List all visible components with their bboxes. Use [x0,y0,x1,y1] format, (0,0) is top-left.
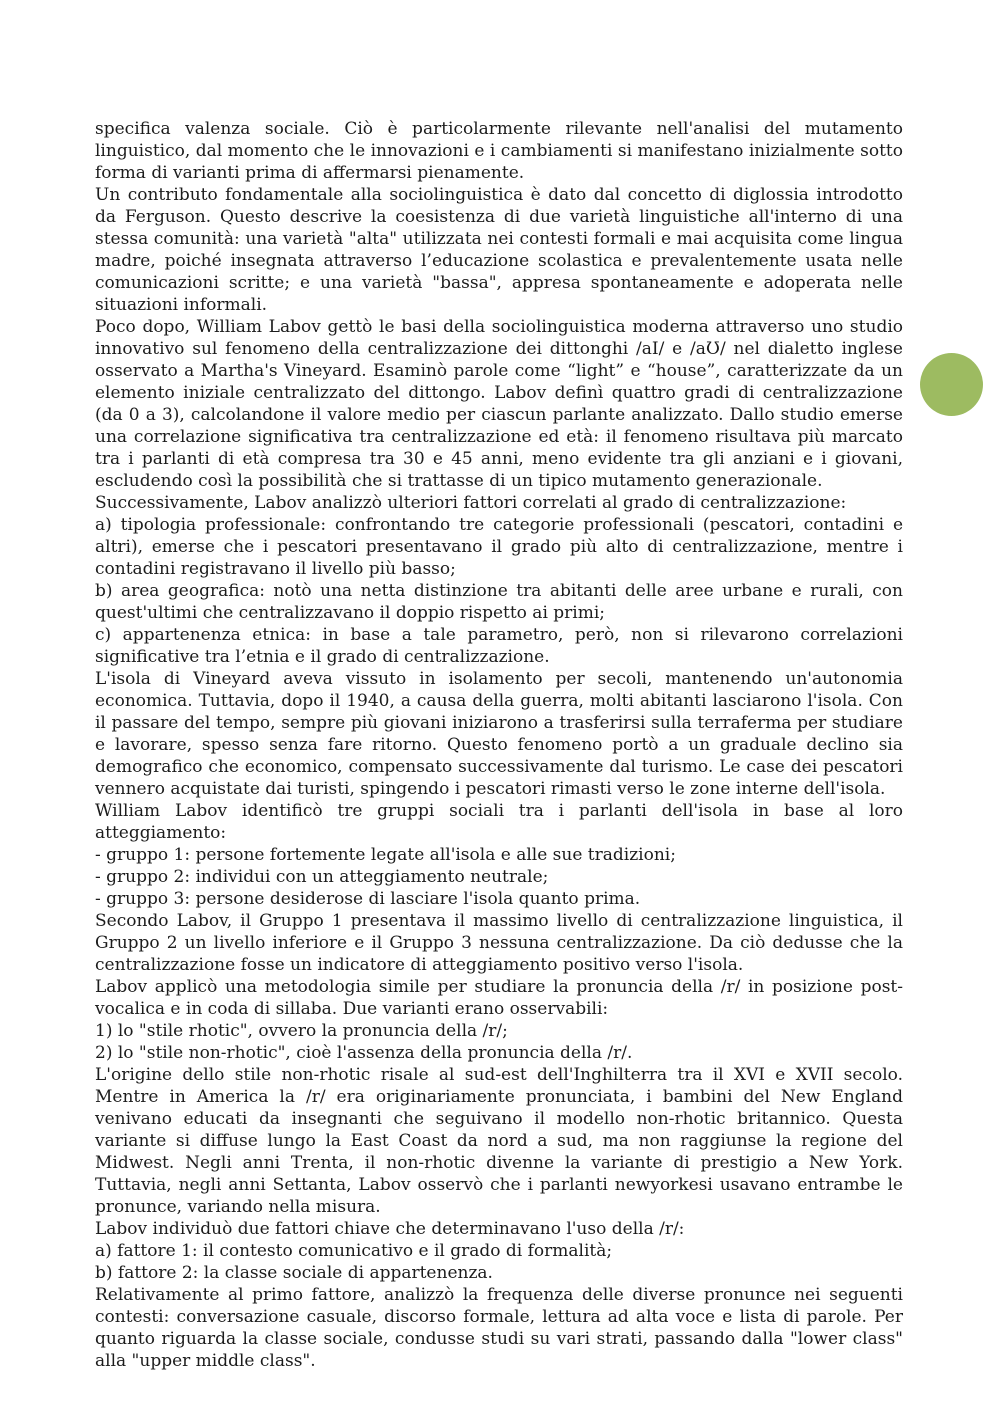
list-item-ethnic: c) appartenenza etnica: in base a tale parametro, però, non si rilevarono correlazioni significative tra l’etnia e il grado di centralizzazione. [95,625,903,667]
paragraph-social-value: specifica valenza sociale. Ciò è particolarmente rilevante nell'analisi del mutamento linguistico, dal momento che le innovazioni e i cambiamenti si manifestano inizialmente sotto forma di varianti prima di affermarsi pienamente. [95,119,903,183]
side-circle-decoration [920,353,983,416]
paragraph-diglossia: Un contributo fondamentale alla sociolinguistica è dato dal concetto di diglossia introdotto da Ferguson. Questo descrive la coesistenza di due varietà linguistiche all'interno di una stessa comunità: una varietà "alta" utilizzata nei contesti formali e mai acquisita come lingua madre, poiché insegnata attraverso l’educazione scolastica e prevalentemente usata nelle comunicazioni scritte; e una varietà "bassa", appresa spontaneamente e adoperata nelle situazioni informali. [95,185,903,315]
paragraph-contexts-classes: Relativamente al primo fattore, analizzò la frequenza delle diverse pronunce nei seguenti contesti: conversazione casuale, discorso formale, lettura ad alta voce e lista di parole. Per quanto riguarda la classe sociale, condusse studi su vari strati, passando dalla "lower class" alla "upper middle class". [95,1285,903,1371]
list-item-rhotic: 1) lo "stile rhotic", ovvero la pronuncia della /r/; [95,1021,508,1041]
paragraph-key-factors: Labov individuò due fattori chiave che determinavano l'uso della /r/: [95,1219,685,1239]
list-item-group-1: - gruppo 1: persone fortemente legate all'isola e alle sue tradizioni; [95,845,676,865]
paragraph-further-factors: Successivamente, Labov analizzò ulteriori fattori correlati al grado di centralizzazione: [95,493,847,513]
paragraph-island-history: L'isola di Vineyard aveva vissuto in isolamento per secoli, mantenendo un'autonomia economica. Tuttavia, dopo il 1940, a causa della guerra, molti abitanti lasciarono l'isola. Con il passare del tempo, sempre più giovani iniziarono a trasferirsi sulla terraferma per studiare e lavorare, spesso senza fare ritorno. Questo fenomeno portò a un graduale declino sia demografico che economico, compensato successivamente dal turismo. Le case dei pescatori vennero acquistate dai turisti, spingendo i pescatori rimasti verso le zone interne dell'isola. [95,669,903,799]
paragraph-group-results: Secondo Labov, il Gruppo 1 presentava il massimo livello di centralizzazione linguistica, il Gruppo 2 un livello inferiore e il Gruppo 3 nessuna centralizzazione. Da ciò dedusse che la centralizzazione fosse un indicatore di atteggiamento positivo verso l'isola. [95,911,903,975]
list-item-group-3: - gruppo 3: persone desiderose di lasciare l'isola quanto prima. [95,889,641,909]
list-item-professional: a) tipologia professionale: confrontando tre categorie professionali (pescatori, contadini e altri), emerse che i pescatori presentavano il grado più alto di centralizzazione, mentre i contadini registravano il livello più basso; [95,515,903,579]
paragraph-labov-vineyard: Poco dopo, William Labov gettò le basi della sociolinguistica moderna attraverso uno studio innovativo sul fenomeno della centralizzazione dei dittonghi /aI/ e /aƱ/ nel dialetto inglese osservato a Martha's Vineyard. Esaminò parole come “light” e “house”, caratterizzate da un elemento iniziale centralizzato del dittongo. Labov definì quattro gradi di centralizzazione (da 0 a 3), calcolandone il valore medio per ciascun parlante analizzato. Dallo studio emerse una correlazione significativa tra centralizzazione ed età: il fenomeno risultava più marcato tra i parlanti di età compresa tra 30 e 45 anni, meno evidente tra gli anziani e i giovani, escludendo così la possibilità che si trattasse di un tipico mutamento generazionale. [95,317,903,491]
list-item-non-rhotic: 2) lo "stile non-rhotic", cioè l'assenza della pronuncia della /r/. [95,1043,633,1063]
list-item-factor-2: b) fattore 2: la classe sociale di appartenenza. [95,1263,493,1283]
list-item-geographic: b) area geografica: notò una netta distinzione tra abitanti delle aree urbane e rurali, con quest'ultimi che centralizzavano il doppio rispetto ai primi; [95,581,903,623]
paragraph-social-groups: William Labov identificò tre gruppi sociali tra i parlanti dell'isola in base al loro atteggiamento: [95,801,903,843]
document-body [95,118,903,1372]
list-item-factor-1: a) fattore 1: il contesto comunicativo e il grado di formalità; [95,1241,613,1261]
paragraph-r-methodology: Labov applicò una metodologia simile per studiare la pronuncia della /r/ in posizione post-vocalica e in coda di sillaba. Due varianti erano osservabili: [95,977,903,1019]
paragraph-non-rhotic-origin: L'origine dello stile non-rhotic risale al sud-est dell'Inghilterra tra il XVI e XVII secolo. Mentre in America la /r/ era originariamente pronunciata, i bambini del New England venivano educati da insegnanti che seguivano il modello non-rhotic britannico. Questa variante si diffuse lungo la East Coast da nord a sud, ma non raggiunse la regione del Midwest. Negli anni Trenta, il non-rhotic divenne la variante di prestigio a New York. Tuttavia, negli anni Settanta, Labov osservò che i parlanti newyorkesi usavano entrambe le pronunce, variando nella misura. [95,1065,903,1217]
list-item-group-2: - gruppo 2: individui con un atteggiamento neutrale; [95,867,549,887]
